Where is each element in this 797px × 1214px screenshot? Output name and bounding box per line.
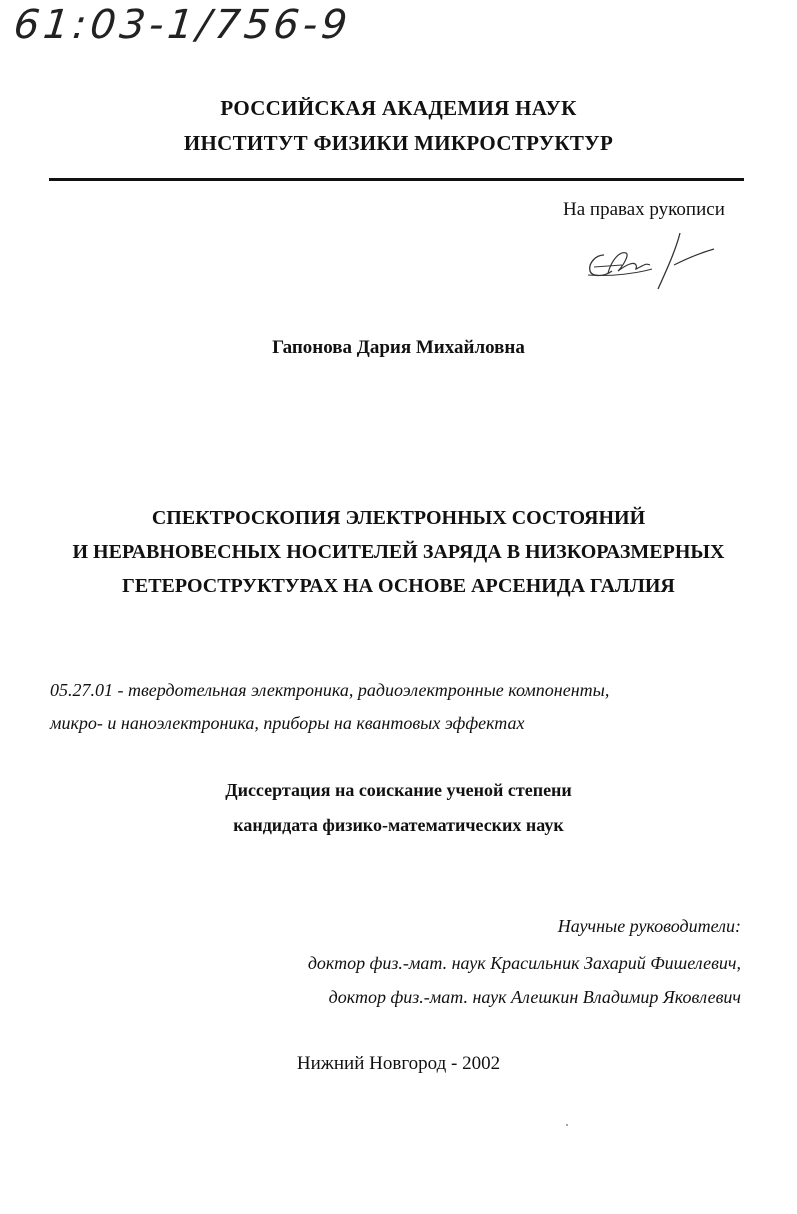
dissertation-title-line: ГЕТЕРОСТРУКТУРАХ НА ОСНОВЕ АРСЕНИДА ГАЛЛИЯ	[122, 575, 675, 597]
dissertation-title-line: И НЕРАВНОВЕСНЫХ НОСИТЕЛЕЙ ЗАРЯДА В НИЗКОРАЗМЕРНЫХ	[72, 541, 725, 563]
signature-icon	[582, 225, 722, 295]
place-and-year: Нижний Новгород - 2002	[296, 1053, 501, 1074]
rights-note: На правах рукописи	[563, 199, 725, 220]
degree-line: кандидата физико-математических наук	[233, 815, 564, 835]
header-divider	[49, 178, 744, 181]
advisor-item: доктор физ.-мат. наук Алешкин Владимир Яковлевич	[328, 987, 741, 1007]
specialty-code-line: 05.27.01 - твердотельная электроника, радиоэлектронные компоненты,	[50, 680, 610, 700]
specialty-description-line: микро- и наноэлектроника, приборы на квантовых эффектах	[50, 713, 525, 733]
advisors-heading: Научные руководители:	[557, 916, 741, 936]
handwritten-archive-code: 61:03-1/756-9	[11, 2, 354, 48]
author-name: Гапонова Дария Михайловна	[272, 337, 525, 358]
institute-name: ИНСТИТУТ ФИЗИКИ МИКРОСТРУКТУР	[183, 131, 614, 155]
degree-line: Диссертация на соискание ученой степени	[225, 780, 572, 800]
advisor-item: доктор физ.-мат. наук Красильник Захарий Фишелевич,	[307, 953, 741, 973]
dissertation-title-line: СПЕКТРОСКОПИЯ ЭЛЕКТРОННЫХ СОСТОЯНИЙ	[151, 507, 646, 529]
scan-speck	[566, 1124, 568, 1126]
organization-name: РОССИЙСКАЯ АКАДЕМИЯ НАУК	[220, 96, 577, 120]
